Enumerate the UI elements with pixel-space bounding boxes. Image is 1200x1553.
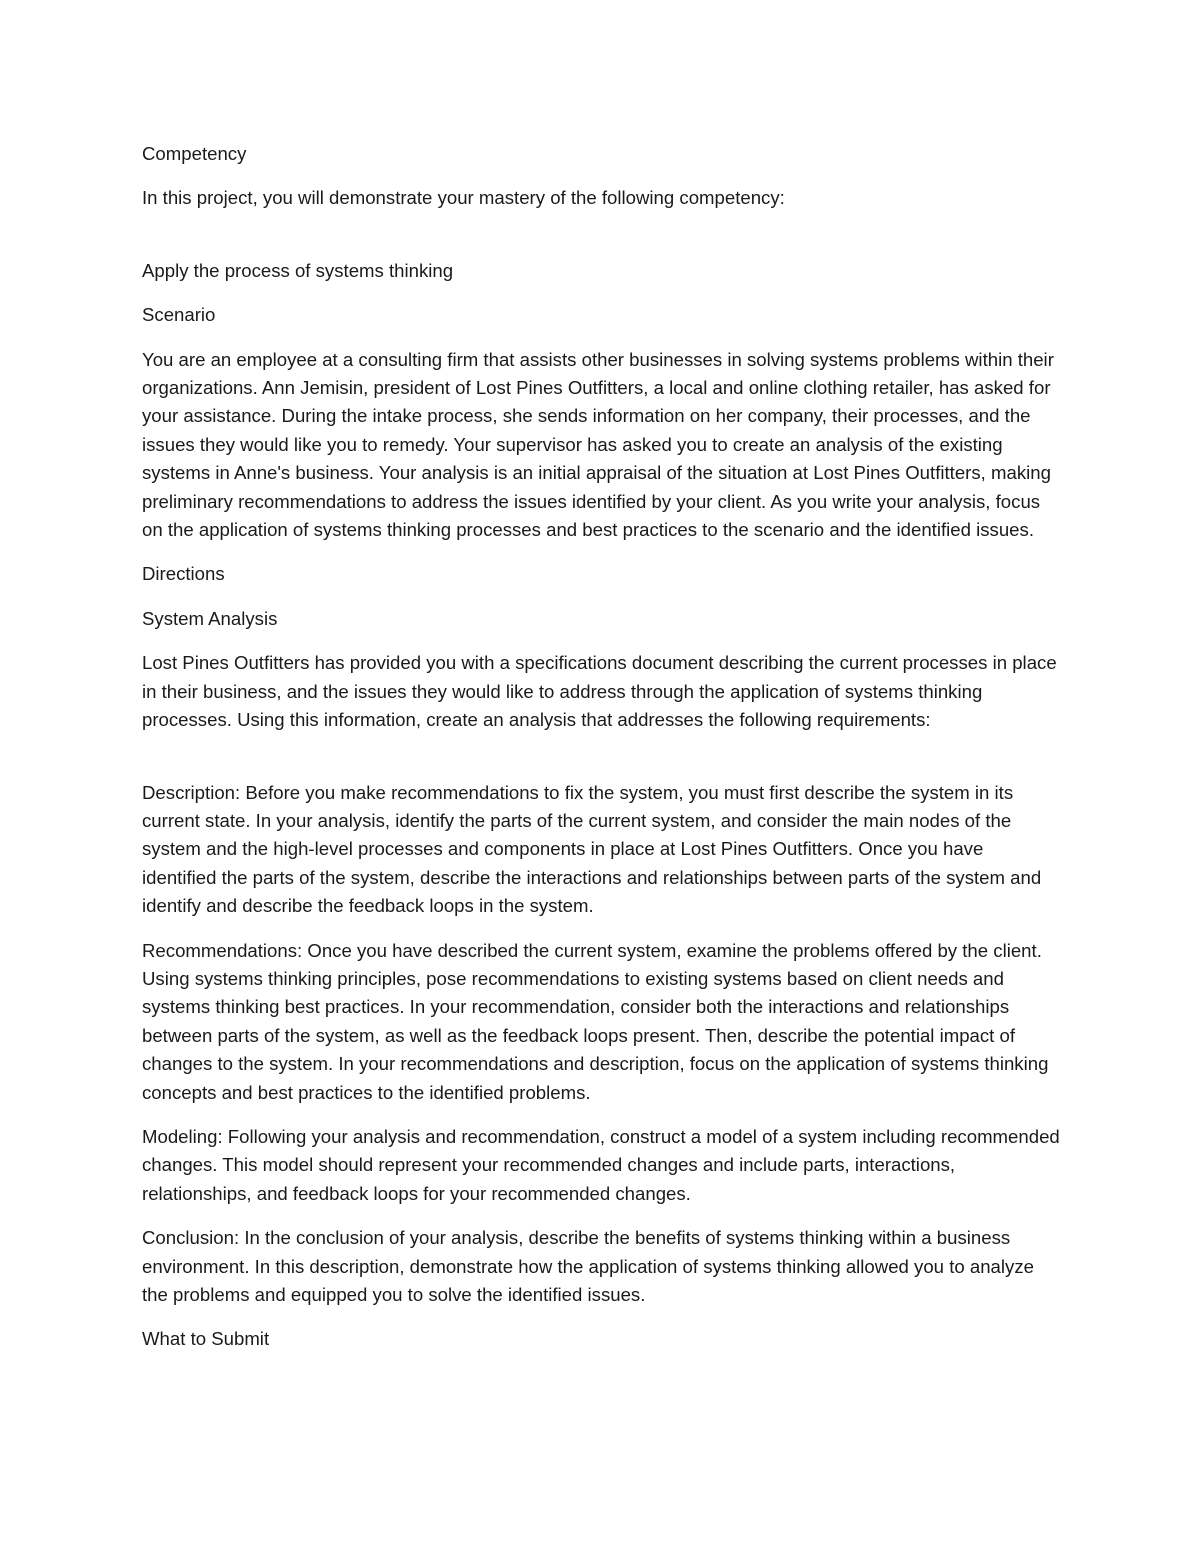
- intro-paragraph: In this project, you will demonstrate your mastery of the following competency:: [142, 187, 785, 209]
- conclusion-paragraph: Conclusion: In the conclusion of your analysis, describe the benefits of systems thinking within a business environment. In this description, demonstrate how the application of systems thinking allowed you to analyze the problems and equipped you to solve the identified issues.: [142, 1227, 1034, 1305]
- heading-directions: Directions: [142, 563, 225, 585]
- recommendations-paragraph: Recommendations: Once you have described the current system, examine the problems offered by the client. Using systems thinking principles, pose recommendations to existing systems based on client needs and systems thinking best practices. In your recommendation, consider both the interactions and relationships between parts of the system, as well as the feedback loops present. Then, describe the potential impact of changes to the system. In your recommendations and description, focus on the application of systems thinking concepts and best practices to the identified problems.: [142, 939, 1049, 1103]
- competency-item: Apply the process of systems thinking: [142, 259, 454, 281]
- heading-scenario: Scenario: [142, 304, 216, 326]
- heading-system-analysis: System Analysis: [142, 607, 278, 629]
- document-body: [142, 140, 1062, 1370]
- heading-competency: Competency: [142, 143, 247, 164]
- heading-what-to-submit: What to Submit: [142, 1328, 270, 1350]
- description-paragraph: Description: Before you make recommendations to fix the system, you must first describe the system in its current state. In your analysis, identify the parts of the current system, and consider the main nodes of the system and the high-level processes and components in place at Lost Pines Outfitters. Once you have identified the parts of the system, describe the interactions and relationships between parts of the system and identify and describe the feedback loops in the system.: [142, 781, 1042, 917]
- modeling-paragraph: Modeling: Following your analysis and recommendation, construct a model of a system including recommended changes. This model should represent your recommended changes and include parts, interactions, relationships, and feedback loops for your recommended changes.: [142, 1125, 1060, 1204]
- system-analysis-paragraph: Lost Pines Outfitters has provided you with a specifications document describing the current processes in place in their business, and the issues they would like to address through the application of systems thinking processes. Using this information, create an analysis that addresses the following requirements:: [142, 652, 1057, 731]
- scenario-paragraph: You are an employee at a consulting firm that assists other businesses in solving systems problems within their organizations. Ann Jemisin, president of Lost Pines Outfitters, a local and online clothing retailer, has asked for your assistance. During the intake process, she sends information on her company, their processes, and the issues they would like you to remedy. Your supervisor has asked you to create an analysis of the existing systems in Anne's business. Your analysis is an initial appraisal of the situation at Lost Pines Outfitters, making preliminary recommendations to address the issues identified by your client. As you write your analysis, focus on the application of systems thinking processes and best practices to the scenario and the identified issues.: [142, 348, 1054, 541]
